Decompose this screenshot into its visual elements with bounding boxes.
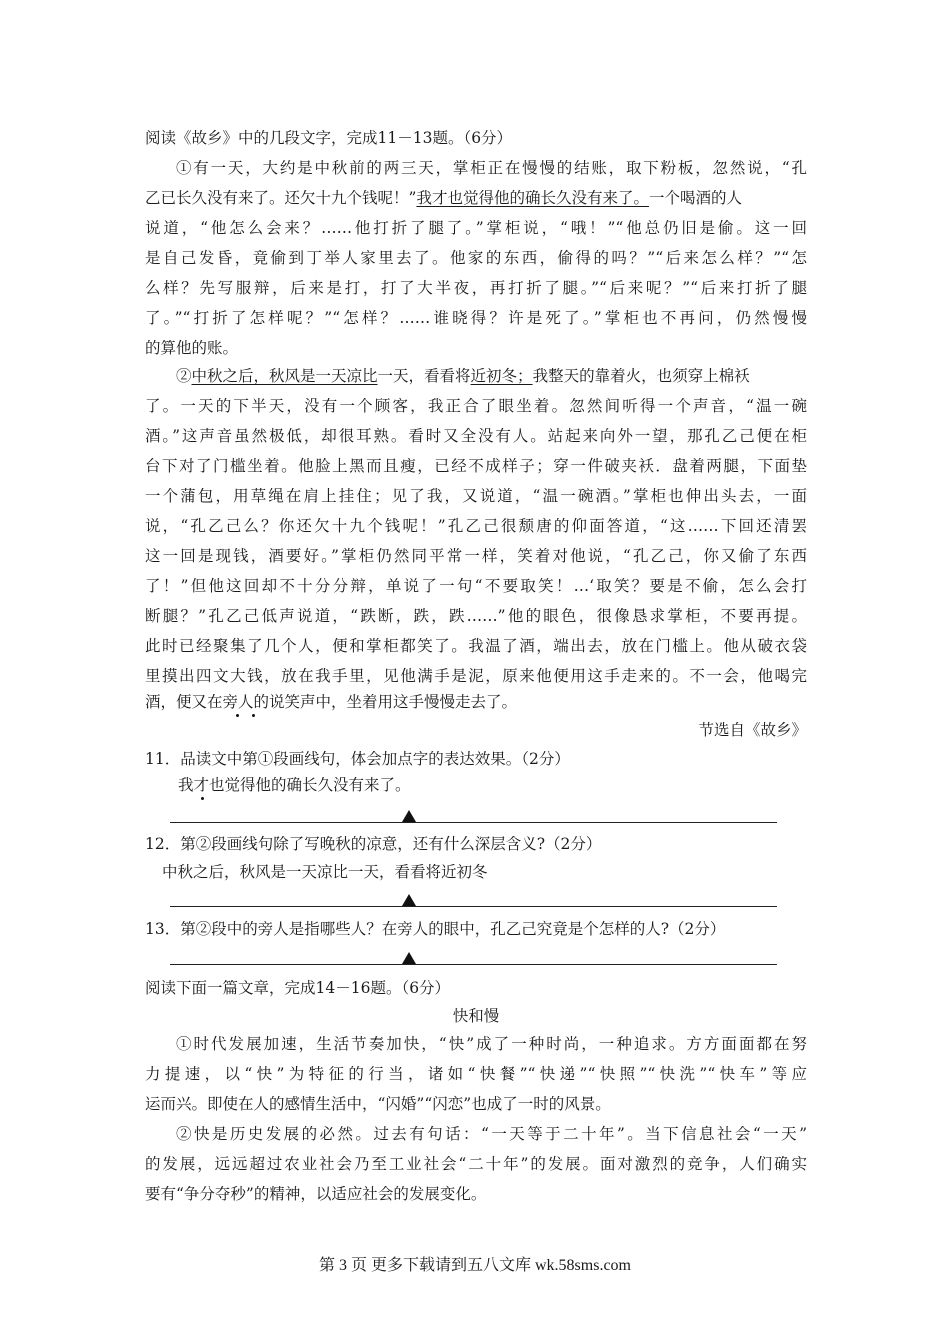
p2-line-7: 这一回是现钱，酒要好。”掌柜仍然同平常一样，笑着对他说，“孔乙己，你又偷了东西 [145,547,807,565]
p2-line-9: 断腿？”孔乙己低声说道，“跌断，跌，跌……”他的眼色，很像恳求掌柜，不要再提。 [145,607,807,625]
section1-intro: 阅读《故乡》中的几段文字，完成11－13题。（6分） [145,129,513,147]
answer-marker-12 [402,894,416,906]
answer-marker-13 [402,952,416,964]
emphasis-dot [201,797,204,800]
section2-intro: 阅读下面一篇文章，完成14－16题。（6分） [145,979,451,997]
page-footer: 第 3 页 更多下载请到五八文库 wk.58sms.com [318,1257,631,1274]
p2-line-10: 此时已经聚集了几个人，便和掌柜都笑了。我温了酒，端出去，放在门槛上。他从破衣袋 [145,637,807,655]
question-12-quote: 中秋之后，秋风是一天凉比一天，看看将近初冬 [162,863,488,881]
source-note: 节选自《故乡》 [698,721,807,739]
p1-line-4: 是自己发昏，竟偷到丁举人家里去了。他家的东西，偷得的吗？”“后来怎么样？”“怎 [145,249,807,267]
answer-line-11[interactable] [170,822,777,823]
p2-line-2: 了。一天的下半天，没有一个顾客，我正合了眼坐着。忽然间听得一个声音，“温一碗 [145,397,807,415]
emphasis-dot [252,714,255,717]
p1-line-7: 的算他的账。 [145,339,239,357]
underlined-sentence-2a: 中秋之后，秋风是一天凉比 [191,367,378,385]
p2-line-1: ②中秋之后，秋风是一天凉比一天，看看将近初冬；我整天的靠着火，也须穿上棉袄 [176,367,750,385]
article-title: 快和慢 [452,1007,500,1025]
answer-line-12[interactable] [170,906,777,907]
p2-line-4: 台下对了门槛坐着。他脸上黑而且瘦，已经不成样子；穿一件破夹袄．盘着两腿，下面垫 [145,457,807,475]
answer-line-13[interactable] [170,964,777,965]
underlined-sentence-1: 我才也觉得他的确长久没有来了。 [416,189,649,207]
s2-p1-line-1: ①时代发展加速，生活节奏加快，“快”成了一种时尚，一种追求。方方面面都在努 [176,1035,807,1053]
question-11-quote: 我才也觉得他的确长久没有来了。 [178,776,411,794]
answer-marker-11 [402,810,416,822]
s2-p2-line-3: 要有“争分夺秒”的精神，以适应社会的发展变化。 [145,1185,487,1203]
p1-line-6: 了。”“打折了怎样呢？”“怎样？……谁晓得？许是死了。”掌柜也不再问，仍然慢慢 [145,309,807,327]
p2-line-8: 了！”但他这回却不十分分辩，单说了一句“不要取笑！…‘取笑？要是不偷，怎么会打 [145,577,807,595]
p1-line-2: 乙已长久没有来了。还欠十九个钱呢！”我才也觉得他的确长久没有来了。一个喝酒的人 [145,189,742,207]
p2-line-11: 里摸出四文大钱，放在我手里，见他满手是泥，原来他便用这手走来的。不一会，他喝完 [145,667,807,685]
p1-line-1: ①有一天，大约是中秋前的两三天，掌柜正在慢慢的结账，取下粉板，忽然说，“孔 [176,159,807,177]
p2-line-5: 一个蒲包，用草绳在肩上挂住；见了我，又说道，“温一碗酒。”掌柜也伸出头去，一面 [145,487,807,505]
p2-line-12: 酒，便又在旁人的说笑声中，坐着用这手慢慢走去了。 [145,693,518,711]
question-13: 13．第②段中的旁人是指哪些人？在旁人的眼中，孔乙己究竟是个怎样的人?（2分） [145,920,726,938]
p2-line-6: 说，“孔乙己么？你还欠十九个钱呢！”孔乙己很颓唐的仰面答道，“这……下回还清罢 [145,517,807,535]
p1-line-3: 说道，“他怎么会来？……他打折了腿了。”掌柜说，“哦！”“他总仍旧是偷。这一回 [145,219,807,237]
s2-p1-line-2: 力提速，以“快”为特征的行当，诸如“快餐”“快递”“快照”“快洗”“快车”等应 [145,1065,807,1083]
s2-p1-line-3: 运而兴。即使在人的感情生活中，“闪婚”“闪恋”也成了一时的风景。 [145,1095,611,1113]
question-12: 12．第②段画线句除了写晚秋的凉意，还有什么深层含义?（2分） [145,835,602,853]
s2-p2-line-1: ②快是历史发展的必然。过去有句话：“一天等于二十年”。当下信息社会“一天” [176,1125,807,1143]
emphasis-dot [236,714,239,717]
p1-line-5: 么样？先写服辩，后来是打，打了大半夜，再打折了腿。”“后来呢？”“后来打折了腿 [145,279,807,297]
question-11: 11．品读文中第①段画线句，体会加点字的表达效果。（2分） [145,750,570,768]
underlined-sentence-2b: 近初冬； [470,367,533,385]
p2-line-3: 酒。”这声音虽然极低，却很耳熟。看时又全没有人。站起来向外一望，那孔乙己便在柜 [145,427,807,445]
s2-p2-line-2: 的发展，远远超过农业社会乃至工业社会“二十年”的发展。面对激烈的竞争，人们确实 [145,1155,807,1173]
